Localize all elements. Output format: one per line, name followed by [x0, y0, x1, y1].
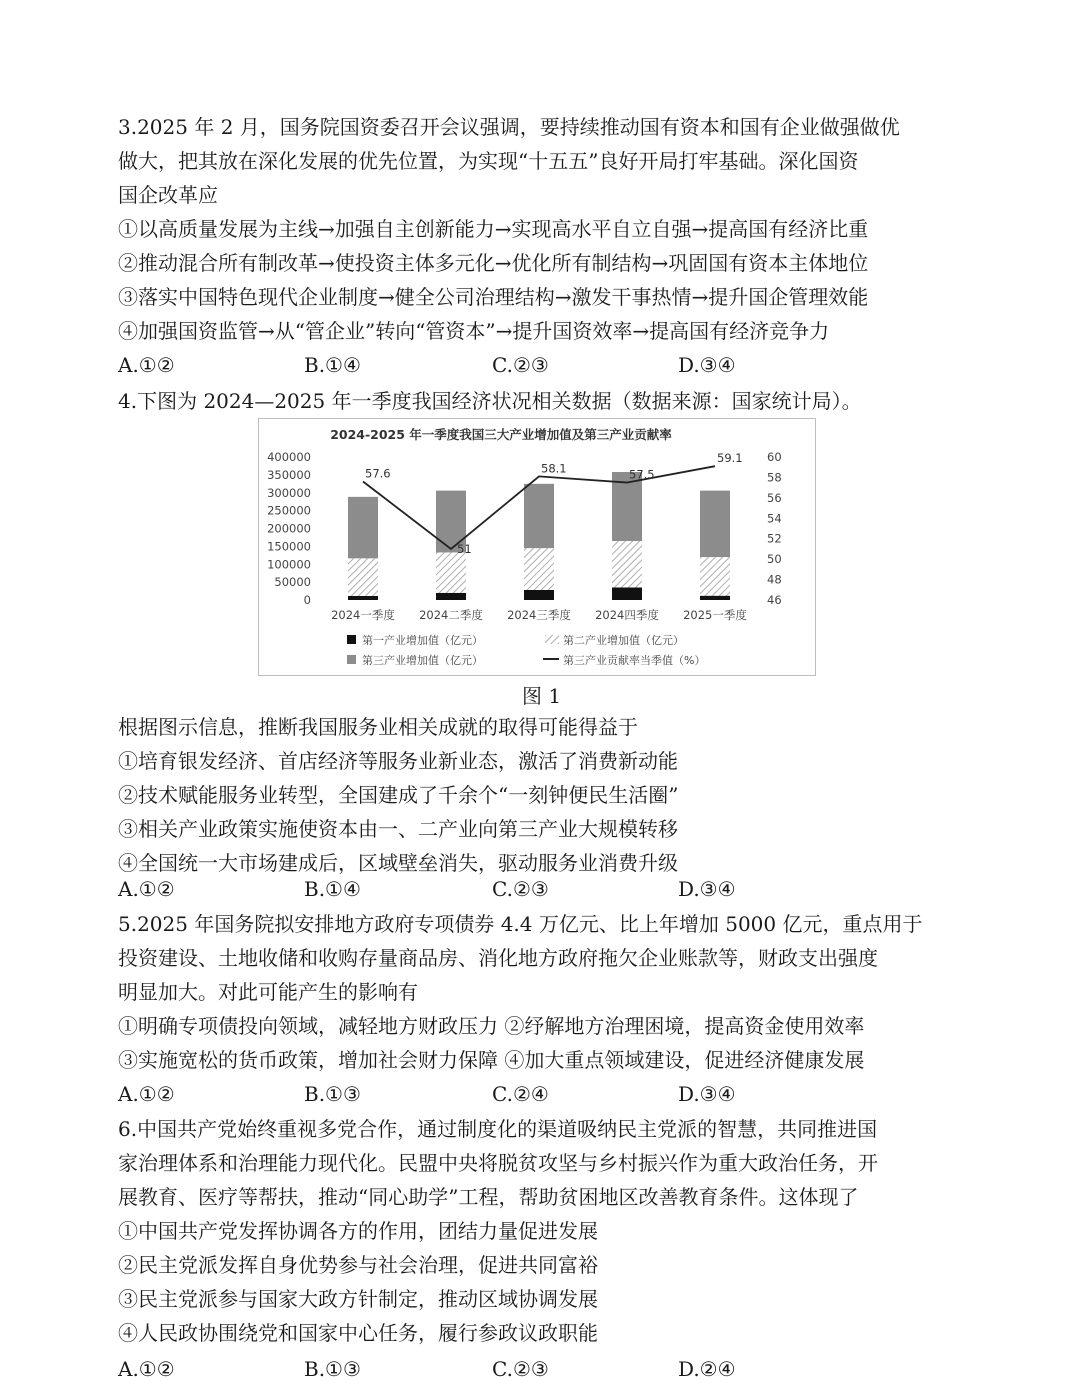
q5-option-b: B.①③	[304, 1082, 361, 1106]
q5-option-a: A.①②	[118, 1082, 175, 1106]
rate-label-3: 57.5	[629, 467, 655, 482]
q3-option-d: D.③④	[678, 353, 736, 377]
q6-item-2: ②民主党派发挥自身优势参与社会治理，促进共同富裕	[118, 1253, 598, 1277]
left-axis-tick-4: 200000	[267, 521, 311, 536]
q3-stem-line-1: 3.2025 年 2 月，国务院国资委召开会议强调，要持续推动国有资本和国有企业做强做优	[118, 115, 900, 139]
chart-figure	[258, 418, 816, 676]
bar-s3-2	[524, 484, 554, 548]
q5-stem-line-1: 5.2025 年国务院拟安排地方政府专项债券 4.4 万亿元、比上年增加 5000 亿元，重点用于	[118, 912, 923, 936]
q3-item-2: ②推动混合所有制改革→使投资主体多元化→优化所有制结构→巩固国有资本主体地位	[118, 251, 869, 275]
legend-swatch-secondary	[545, 635, 559, 644]
bar-s2-2	[524, 548, 554, 590]
q6-option-a: A.①②	[118, 1357, 175, 1381]
bar-s2-1	[436, 552, 466, 592]
legend-label-primary: 第一产业增加值（亿元）	[362, 634, 483, 647]
q4-question: 根据图示信息，推断我国服务业相关成就的取得可能得益于	[118, 715, 638, 739]
q6-option-b: B.①③	[304, 1357, 361, 1381]
legend-label-secondary: 第二产业增加值（亿元）	[563, 634, 684, 647]
category-label-3: 2024四季度	[595, 608, 659, 622]
left-axis-tick-2: 100000	[267, 557, 311, 572]
right-axis-tick-6: 58	[767, 470, 782, 485]
q3-option-c: C.②③	[492, 353, 549, 377]
legend-label-rate: 第三产业贡献率当季值（%）	[563, 654, 706, 667]
rate-label-2: 58.1	[541, 461, 567, 476]
right-axis-tick-4: 54	[767, 511, 782, 526]
bar-s2-3	[612, 541, 642, 587]
q6-stem-line-3: 展教育、医疗等帮扶，推动“同心助学”工程，帮助贫困地区改善教育条件。这体现了	[118, 1185, 859, 1209]
q4-item-3: ③相关产业政策实施使资本由一、二产业向第三产业大规模转移	[118, 817, 678, 841]
chart-svg	[259, 419, 815, 675]
bar-s3-4	[700, 491, 730, 557]
q4-item-2: ②技术赋能服务业转型，全国建成了千余个“一刻钟便民生活圈”	[118, 783, 679, 807]
category-label-2: 2024三季度	[507, 608, 571, 622]
bar-s1-0	[348, 596, 378, 600]
q3-stem-line-2: 做大，把其放在深化发展的优先位置，为实现“十五五”良好开局打牢基础。深化国资	[118, 149, 859, 173]
q6-stem-line-2: 家治理体系和治理能力现代化。民盟中央将脱贫攻坚与乡村振兴作为重大政治任务，开	[118, 1151, 878, 1175]
q5-stem-line-2: 投资建设、土地收储和收购存量商品房、消化地方政府拖欠企业账款等，财政支出强度	[118, 946, 878, 970]
figure-caption: 图 1	[522, 684, 562, 708]
bar-s1-1	[436, 593, 466, 600]
q5-items-line-2: ③实施宽松的货币政策，增加社会财力保障 ④加大重点领域建设，促进经济健康发展	[118, 1048, 865, 1072]
q3-item-1: ①以高质量发展为主线→加强自主创新能力→实现高水平自立自强→提高国有经济比重	[118, 217, 869, 241]
q3-item-3: ③落实中国特色现代企业制度→健全公司治理结构→激发干事热情→提升国企管理效能	[118, 285, 869, 309]
q6-item-1: ①中国共产党发挥协调各方的作用，团结力量促进发展	[118, 1219, 598, 1243]
left-axis-tick-0: 0	[303, 593, 311, 607]
q4-item-1: ①培育银发经济、首店经济等服务业新业态，激活了消费新动能	[118, 749, 678, 773]
q5-option-d: D.③④	[678, 1082, 736, 1106]
right-axis-tick-5: 56	[767, 490, 782, 505]
q6-option-d: D.②④	[678, 1357, 736, 1381]
left-axis-tick-8: 400000	[267, 450, 311, 464]
bar-s1-3	[612, 587, 642, 600]
right-axis-tick-0: 46	[767, 593, 782, 607]
q3-stem-line-3: 国企改革应	[118, 183, 218, 207]
rate-label-0: 57.6	[365, 466, 391, 481]
legend-label-tertiary: 第三产业增加值（亿元）	[362, 654, 483, 667]
q6-item-3: ③民主党派参与国家大政方针制定，推动区域协调发展	[118, 1287, 598, 1311]
bar-s1-4	[700, 596, 730, 600]
left-axis-tick-3: 150000	[267, 539, 311, 554]
q4-option-c: C.②③	[492, 877, 549, 901]
q5-stem-line-3: 明显加大。对此可能产生的影响有	[118, 980, 418, 1004]
rate-label-1: 51	[457, 541, 472, 556]
q6-item-4: ④人民政协围绕党和国家中心任务，履行参政议政职能	[118, 1321, 598, 1345]
left-axis-tick-1: 50000	[274, 575, 311, 590]
chart-title: 2024-2025 年一季度我国三大产业增加值及第三产业贡献率	[330, 427, 672, 442]
q5-option-c: C.②④	[492, 1082, 549, 1106]
q6-option-c: C.②③	[492, 1357, 549, 1381]
bar-s3-0	[348, 497, 378, 558]
q4-stem: 4.下图为 2024—2025 年一季度我国经济状况相关数据（数据来源：国家统计局）。	[118, 389, 862, 413]
right-axis-tick-2: 50	[767, 552, 782, 567]
rate-label-4: 59.1	[717, 451, 743, 466]
q3-item-4: ④加强国资监管→从“管企业”转向“管资本”→提升国资效率→提高国有经济竞争力	[118, 319, 830, 343]
left-axis-tick-6: 300000	[267, 485, 311, 500]
bar-s1-2	[524, 590, 554, 600]
right-axis-tick-3: 52	[767, 531, 782, 546]
bar-s2-4	[700, 557, 730, 596]
category-label-1: 2024二季度	[419, 608, 483, 622]
q4-option-a: A.①②	[118, 877, 175, 901]
right-axis-tick-1: 48	[767, 572, 782, 587]
legend-swatch-primary	[347, 635, 356, 644]
category-label-4: 2025一季度	[683, 608, 747, 622]
left-axis-tick-5: 250000	[267, 503, 311, 518]
legend-swatch-tertiary	[347, 655, 356, 664]
q4-option-d: D.③④	[678, 877, 736, 901]
q4-item-4: ④全国统一大市场建成后，区域壁垒消失，驱动服务业消费升级	[118, 851, 678, 875]
left-axis-tick-7: 350000	[267, 467, 311, 482]
q5-items-line-1: ①明确专项债投向领域，减轻地方财政压力 ②纾解地方治理困境，提高资金使用效率	[118, 1014, 865, 1038]
q3-option-a: A.①②	[118, 353, 175, 377]
q4-option-b: B.①④	[304, 877, 361, 901]
category-label-0: 2024一季度	[331, 608, 395, 622]
q6-stem-line-1: 6.中国共产党始终重视多党合作，通过制度化的渠道吸纳民主党派的智慧，共同推进国	[118, 1117, 878, 1141]
bar-s2-0	[348, 558, 378, 596]
q3-option-b: B.①④	[304, 353, 361, 377]
right-axis-tick-7: 60	[767, 450, 782, 464]
